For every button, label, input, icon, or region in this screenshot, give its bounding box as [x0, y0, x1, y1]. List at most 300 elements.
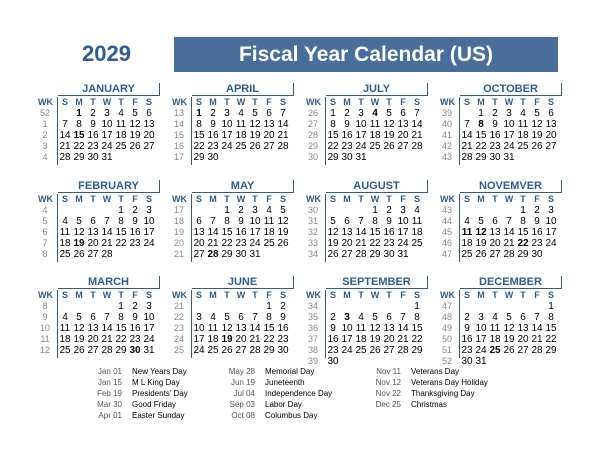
week-number: 28: [307, 130, 318, 140]
week-number: 17: [173, 205, 184, 215]
day-cell: 29: [193, 152, 205, 163]
day-cell: 3: [224, 108, 230, 119]
weekday-label: M: [75, 290, 83, 300]
weekday-label: T: [224, 290, 230, 300]
week-row: [174, 141, 294, 152]
day-cell: 20: [87, 238, 99, 249]
week-row: [308, 312, 428, 323]
day-cell: 17: [341, 334, 353, 345]
day-cell: 28: [101, 249, 113, 260]
week-number: 39: [441, 108, 452, 118]
day-cell: 24: [143, 238, 155, 249]
day-cell: 26: [73, 249, 85, 260]
day-cell: 25: [207, 345, 219, 356]
week-row: [174, 345, 294, 356]
month-name: JUNE: [192, 276, 294, 289]
day-cell: 5: [76, 312, 82, 323]
day-cell: 8: [548, 312, 554, 323]
weekday-label: M: [75, 194, 83, 204]
day-cell: 22: [411, 334, 423, 345]
weekday-label: W: [370, 290, 380, 300]
month-may: [174, 180, 294, 262]
week-row: [308, 227, 428, 238]
weekday-header: [308, 290, 428, 301]
week-number: 21: [173, 249, 184, 259]
day-cell: 23: [129, 334, 141, 345]
weekday-label: S: [195, 194, 202, 204]
weekday-label: W: [236, 97, 246, 107]
day-cell: 20: [235, 334, 247, 345]
day-cell: 25: [517, 141, 529, 152]
day-cell: 16: [87, 130, 99, 141]
day-cell: 22: [221, 238, 233, 249]
holiday-item: [86, 410, 188, 421]
day-cell: 4: [62, 216, 68, 227]
day-cell: 7: [358, 216, 364, 227]
day-cell: 4: [414, 205, 420, 216]
day-cell: 5: [506, 312, 512, 323]
weekday-label: S: [463, 290, 470, 300]
day-cell: 5: [386, 108, 392, 119]
holiday-date: Nov 12: [375, 378, 401, 387]
day-cell: 7: [506, 216, 512, 227]
day-cell: 24: [341, 345, 353, 356]
weekday-label: W: [236, 194, 246, 204]
day-cell: 29: [475, 152, 487, 163]
week-row: [308, 323, 428, 334]
week-row: [174, 152, 294, 163]
week-row: [174, 238, 294, 249]
day-cell: 29: [73, 152, 85, 163]
day-cell: 21: [461, 141, 473, 152]
day-cell: 23: [341, 141, 353, 152]
holiday-date: Dec 25: [375, 400, 401, 409]
weekday-label: W: [370, 97, 380, 107]
day-cell: 4: [492, 312, 498, 323]
holiday-date: Oct 08: [231, 411, 255, 420]
weekday-label: T: [520, 97, 526, 107]
day-cell: 25: [263, 238, 275, 249]
weekday-label: F: [266, 97, 272, 107]
month-name: OCTOBER: [460, 83, 562, 96]
week-number: 21: [173, 301, 184, 311]
day-cell: 8: [118, 312, 124, 323]
day-cell: 28: [277, 141, 289, 152]
day-cell: 18: [517, 130, 529, 141]
day-cell: 26: [503, 345, 515, 356]
day-cell: 29: [545, 345, 557, 356]
holiday-item: [86, 388, 188, 399]
month-name: JANUARY: [58, 83, 160, 96]
day-cell: 5: [132, 108, 138, 119]
day-cell: 2: [90, 108, 96, 119]
week-number: 41: [441, 130, 452, 140]
week-row: [174, 130, 294, 141]
day-cell: 22: [73, 141, 85, 152]
week-row: [40, 334, 160, 345]
week-number: 50: [441, 334, 452, 344]
month-july: [308, 83, 428, 165]
day-cell: 8: [196, 119, 202, 130]
day-cell: 9: [132, 312, 138, 323]
day-cell: 26: [475, 249, 487, 260]
day-cell: 9: [534, 216, 540, 227]
day-cell: 24: [355, 141, 367, 152]
day-cell: 30: [129, 345, 141, 356]
weekday-label: S: [195, 290, 202, 300]
weekday-label: S: [413, 194, 420, 204]
day-cell: 25: [355, 345, 367, 356]
day-cell: 25: [461, 249, 473, 260]
weekday-label: M: [209, 194, 217, 204]
day-cell: 25: [115, 141, 127, 152]
day-cell: 18: [59, 238, 71, 249]
week-number: 42: [441, 141, 452, 151]
day-cell: 31: [475, 356, 487, 367]
week-row: [40, 130, 160, 141]
weekday-label: W: [102, 97, 112, 107]
weekday-label: W: [236, 290, 246, 300]
week-row: [174, 216, 294, 227]
day-cell: 14: [411, 119, 423, 130]
day-cell: 6: [386, 312, 392, 323]
day-cell: 24: [193, 345, 205, 356]
day-cell: 18: [115, 130, 127, 141]
day-cell: 22: [517, 238, 529, 249]
day-cell: 12: [383, 119, 395, 130]
holiday-column: [86, 366, 188, 421]
day-cell: 8: [520, 216, 526, 227]
day-cell: 2: [464, 312, 470, 323]
weekday-label: W: [102, 290, 112, 300]
month-name: DECEMBER: [460, 276, 562, 289]
day-cell: 26: [327, 249, 339, 260]
day-cell: 9: [344, 119, 350, 130]
day-cell: 20: [341, 238, 353, 249]
day-cell: 27: [235, 345, 247, 356]
day-cell: 9: [492, 119, 498, 130]
day-cell: 5: [478, 216, 484, 227]
week-header: WK: [38, 290, 53, 300]
day-cell: 26: [73, 345, 85, 356]
day-cell: 5: [330, 216, 336, 227]
holiday-date: Apr 01: [98, 411, 122, 420]
day-cell: 8: [224, 216, 230, 227]
day-cell: 5: [372, 312, 378, 323]
day-cell: 7: [104, 312, 110, 323]
week-row: [40, 323, 160, 334]
weekday-label: T: [492, 290, 498, 300]
week-number: 30: [307, 152, 318, 162]
weekday-label: S: [463, 97, 470, 107]
day-cell: 3: [146, 301, 152, 312]
day-cell: 17: [355, 130, 367, 141]
weekday-label: T: [252, 194, 258, 204]
holiday-item: [86, 399, 188, 410]
day-cell: 28: [207, 249, 219, 260]
week-number: 27: [307, 119, 318, 129]
week-row: [40, 249, 160, 260]
week-row: [442, 152, 562, 163]
day-cell: 29: [517, 249, 529, 260]
day-cell: 30: [87, 152, 99, 163]
holiday-name: Easter Sunday: [132, 411, 185, 420]
day-cell: 11: [411, 216, 423, 227]
day-cell: 11: [355, 323, 367, 334]
title-banner: Fiscal Year Calendar (US): [174, 37, 558, 72]
week-header: WK: [38, 194, 53, 204]
day-cell: 30: [531, 249, 543, 260]
day-cell: 20: [87, 334, 99, 345]
day-cell: 11: [489, 323, 501, 334]
month-name: APRIL: [192, 83, 294, 96]
holiday-item: [365, 388, 488, 399]
day-cell: 19: [475, 238, 487, 249]
day-cell: 21: [101, 238, 113, 249]
week-number: 15: [173, 130, 184, 140]
day-cell: 7: [400, 312, 406, 323]
day-cell: 24: [503, 141, 515, 152]
day-cell: 6: [146, 108, 152, 119]
day-cell: 23: [327, 345, 339, 356]
day-cell: 24: [221, 141, 233, 152]
holiday-item: [365, 377, 488, 388]
week-row: [442, 249, 562, 260]
week-row: [308, 216, 428, 227]
week-row: [40, 345, 160, 356]
week-row: [308, 334, 428, 345]
holiday-date: Feb 19: [97, 389, 122, 398]
day-cell: 10: [143, 216, 155, 227]
holiday-item: [86, 366, 188, 377]
day-cell: 12: [221, 323, 233, 334]
day-cell: 18: [461, 238, 473, 249]
weekday-header: [174, 194, 294, 205]
day-cell: 17: [101, 130, 113, 141]
day-cell: 9: [464, 323, 470, 334]
day-cell: 15: [545, 323, 557, 334]
week-number: 52: [39, 108, 50, 118]
week-number: 34: [307, 249, 318, 259]
day-cell: 28: [101, 345, 113, 356]
week-row: [40, 141, 160, 152]
holiday-name: Columbus Day: [265, 411, 318, 420]
day-cell: 8: [414, 312, 420, 323]
day-cell: 6: [266, 108, 272, 119]
week-number: 8: [42, 249, 48, 259]
day-cell: 27: [397, 141, 409, 152]
day-cell: 25: [235, 141, 247, 152]
day-cell: 1: [414, 301, 420, 312]
day-cell: 9: [330, 323, 336, 334]
day-cell: 18: [489, 334, 501, 345]
day-cell: 22: [263, 334, 275, 345]
day-cell: 20: [143, 130, 155, 141]
day-cell: 8: [118, 216, 124, 227]
day-cell: 15: [115, 323, 127, 334]
day-cell: 2: [386, 205, 392, 216]
day-cell: 11: [59, 227, 71, 238]
day-cell: 12: [475, 227, 487, 238]
day-cell: 6: [90, 216, 96, 227]
day-cell: 28: [531, 345, 543, 356]
day-cell: 16: [327, 334, 339, 345]
weekday-label: S: [329, 97, 336, 107]
week-row: [442, 141, 562, 152]
day-cell: 23: [277, 334, 289, 345]
day-cell: 26: [383, 141, 395, 152]
day-cell: 31: [503, 152, 515, 163]
weekday-label: M: [343, 290, 351, 300]
weekday-label: M: [343, 97, 351, 107]
day-cell: 12: [327, 227, 339, 238]
day-cell: 6: [196, 216, 202, 227]
day-cell: 18: [411, 227, 423, 238]
week-number: 1: [42, 119, 48, 129]
week-row: [40, 108, 160, 119]
weekday-label: S: [547, 97, 554, 107]
day-cell: 24: [545, 238, 557, 249]
day-cell: 19: [327, 238, 339, 249]
day-cell: 8: [330, 119, 336, 130]
week-header: WK: [38, 97, 53, 107]
weekday-label: S: [195, 97, 202, 107]
day-cell: 11: [369, 119, 381, 130]
day-cell: 23: [87, 141, 99, 152]
day-cell: 9: [210, 119, 216, 130]
day-cell: 3: [358, 108, 364, 119]
day-cell: 2: [492, 108, 498, 119]
week-number: 10: [39, 323, 50, 333]
day-cell: 1: [224, 205, 230, 216]
week-number: 48: [441, 312, 452, 322]
day-cell: 8: [372, 216, 378, 227]
day-cell: 24: [475, 345, 487, 356]
day-cell: 15: [327, 130, 339, 141]
day-cell: 22: [327, 141, 339, 152]
day-cell: 17: [503, 130, 515, 141]
day-cell: 7: [252, 312, 258, 323]
day-cell: 19: [73, 334, 85, 345]
weekday-header: [174, 97, 294, 108]
holiday-item: [219, 399, 332, 410]
week-row: [442, 119, 562, 130]
week-number: 47: [441, 249, 452, 259]
month-novemver: [442, 180, 562, 262]
day-cell: 13: [235, 323, 247, 334]
day-cell: 4: [520, 108, 526, 119]
day-cell: 25: [59, 249, 71, 260]
day-cell: 25: [369, 141, 381, 152]
weekday-label: T: [118, 97, 124, 107]
day-cell: 19: [73, 238, 85, 249]
week-row: [40, 152, 160, 163]
day-cell: 29: [221, 249, 233, 260]
day-cell: 31: [355, 152, 367, 163]
day-cell: 14: [531, 323, 543, 334]
week-number: 45: [441, 227, 452, 237]
day-cell: 18: [235, 130, 247, 141]
day-cell: 15: [221, 227, 233, 238]
day-cell: 1: [520, 205, 526, 216]
day-cell: 12: [73, 227, 85, 238]
day-cell: 27: [263, 141, 275, 152]
day-cell: 22: [369, 238, 381, 249]
holiday-name: New Years Day: [132, 367, 187, 376]
day-cell: 1: [266, 301, 272, 312]
day-cell: 28: [397, 345, 409, 356]
week-row: [308, 119, 428, 130]
week-header: WK: [172, 97, 187, 107]
week-number: 9: [42, 312, 48, 322]
day-cell: 11: [115, 119, 127, 130]
day-cell: 7: [280, 108, 286, 119]
day-cell: 27: [517, 345, 529, 356]
weekday-label: F: [266, 290, 272, 300]
day-cell: 21: [207, 238, 219, 249]
day-cell: 16: [341, 130, 353, 141]
day-cell: 13: [383, 323, 395, 334]
day-cell: 1: [196, 108, 202, 119]
weekday-label: S: [413, 290, 420, 300]
weekday-label: F: [400, 194, 406, 204]
weekday-label: S: [279, 194, 286, 204]
weekday-label: S: [145, 97, 152, 107]
week-header: WK: [440, 97, 455, 107]
day-cell: 10: [545, 216, 557, 227]
day-cell: 31: [397, 249, 409, 260]
day-cell: 18: [207, 334, 219, 345]
day-cell: 19: [129, 130, 141, 141]
day-cell: 14: [59, 130, 71, 141]
day-cell: 21: [277, 130, 289, 141]
weekday-label: T: [358, 290, 364, 300]
month-april: [174, 83, 294, 165]
weekday-label: S: [145, 194, 152, 204]
day-cell: 2: [210, 108, 216, 119]
day-cell: 9: [386, 216, 392, 227]
holiday-date: Jun 19: [230, 378, 255, 387]
holiday-date: Jan 01: [97, 367, 122, 376]
week-row: [442, 301, 562, 312]
weekday-label: F: [132, 194, 138, 204]
day-cell: 5: [252, 108, 258, 119]
day-cell: 3: [548, 205, 554, 216]
day-cell: 28: [355, 249, 367, 260]
day-cell: 19: [249, 130, 261, 141]
day-cell: 12: [129, 119, 141, 130]
day-cell: 9: [238, 216, 244, 227]
holiday-name: Good Friday: [132, 400, 177, 409]
day-cell: 27: [143, 141, 155, 152]
day-cell: 13: [193, 227, 205, 238]
week-number: 20: [173, 238, 184, 248]
day-cell: 15: [263, 323, 275, 334]
day-cell: 3: [104, 108, 110, 119]
day-cell: 13: [517, 323, 529, 334]
day-cell: 25: [59, 345, 71, 356]
day-cell: 22: [475, 141, 487, 152]
day-cell: 2: [344, 108, 350, 119]
day-cell: 14: [207, 227, 219, 238]
weekday-label: T: [224, 194, 230, 204]
day-cell: 13: [143, 119, 155, 130]
day-cell: 29: [327, 152, 339, 163]
day-cell: 20: [545, 130, 557, 141]
week-number: 22: [173, 312, 184, 322]
week-number: 2: [42, 130, 48, 140]
day-cell: 26: [129, 141, 141, 152]
